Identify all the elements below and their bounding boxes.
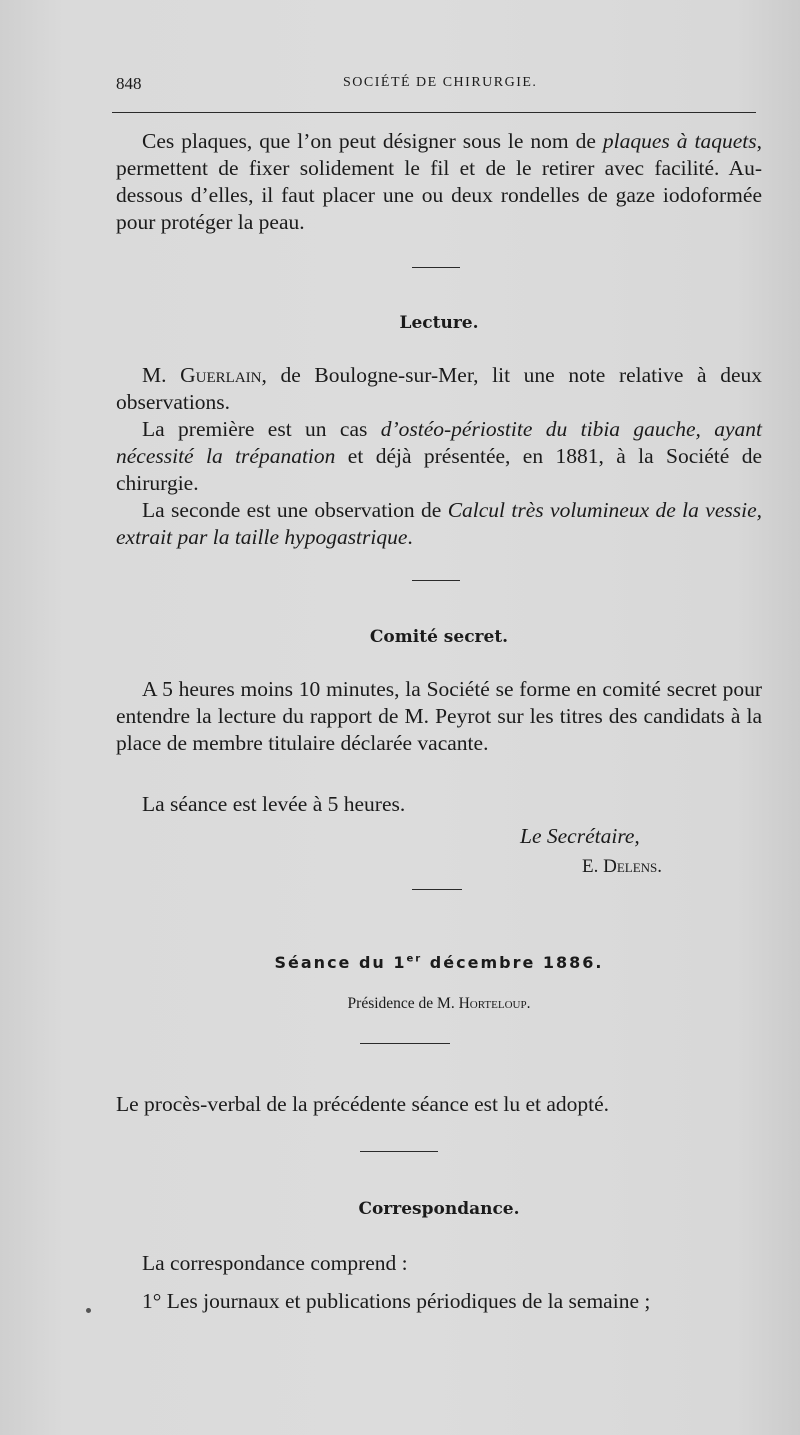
running-title: SOCIÉTÉ DE CHIRURGIE.	[343, 75, 538, 90]
section-divider	[412, 889, 462, 890]
signature-name: E. Delens.	[582, 856, 663, 877]
header-rule	[112, 112, 756, 113]
heading-lecture: Lecture.	[399, 313, 479, 333]
paragraph-seconde-observation: La seconde est une observation de Calcul très volumineux de la vessie, extrait par la taille hypogastrique.	[116, 498, 762, 549]
paragraph-comite: A 5 heures moins 10 minutes, la Société se forme en comité secret pour entendre la lecture du rapport de M. Peyrot sur les titres des candidats à la place de membre titulaire déclarée vacante.	[116, 677, 762, 755]
signature-role: Le Secrétaire,	[520, 824, 640, 848]
running-head	[116, 74, 756, 98]
paragraph-premiere-observation: La première est un cas d’ostéo-périostite du tibia gauche, ayant nécessité la trépanation et déjà présentée, en 1881, à la Société de chirurgie.	[116, 417, 763, 495]
heading-comite-secret: Comité secret.	[369, 627, 509, 647]
paragraph-proces-verbal: Le procès-verbal de la précédente séance est lu et adopté.	[116, 1092, 610, 1116]
paragraph-seance-levee: La séance est levée à 5 heures.	[142, 792, 406, 816]
page-number: 848	[116, 74, 142, 93]
presidence-line: Présidence de M. Horteloup.	[347, 995, 531, 1012]
section-divider	[412, 580, 460, 581]
heading-correspondance: Correspondance.	[358, 1199, 520, 1219]
section-divider	[360, 1151, 438, 1152]
session-title: Séance du 1er décembre 1886.	[274, 953, 604, 972]
paragraph-guerlain: M. Guerlain, de Boulogne-sur-Mer, lit une note relative à deux observations.	[116, 363, 763, 414]
paragraph-correspondance-intro: La correspondance comprend :	[142, 1251, 408, 1275]
paragraph-plaques: Ces plaques, que l’on peut désigner sous le nom de plaques à taquets, permettent de fixer solidement le fil et de le retirer avec facilité. Au-dessous d’elles, il faut placer une ou deux rondelles de gaze iodoformée pour protéger la peau.	[116, 129, 762, 234]
ink-speck	[86, 1308, 91, 1313]
correspondance-item-1: 1° Les journaux et publications périodiques de la semaine ;	[142, 1289, 651, 1313]
section-divider	[360, 1043, 450, 1044]
author-name: Guerlain	[180, 363, 262, 387]
term-plaques-a-taquets: plaques à taquets	[602, 129, 757, 153]
section-divider	[412, 267, 460, 268]
